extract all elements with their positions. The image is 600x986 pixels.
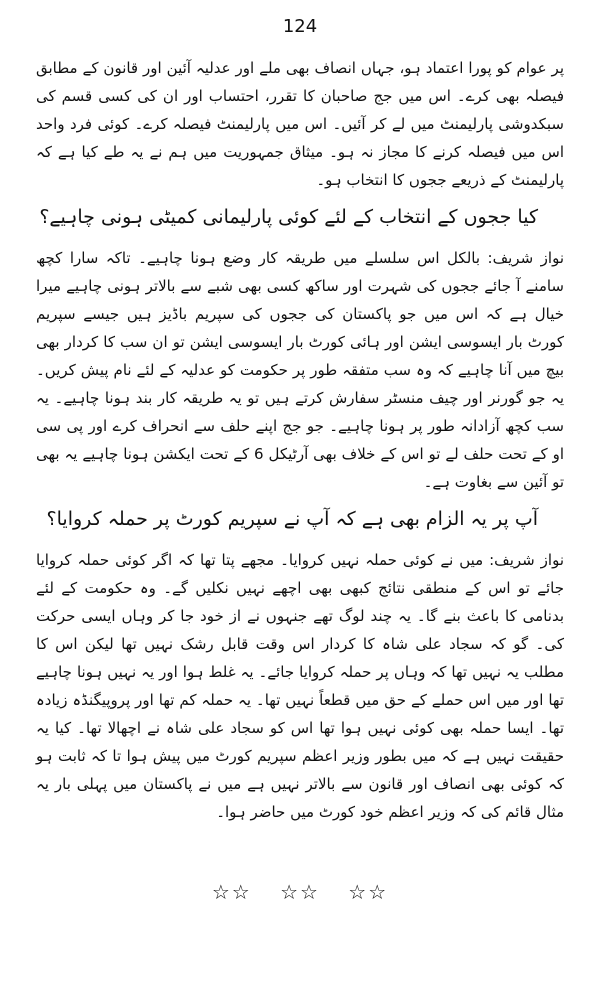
page-number: 124 [282,16,318,37]
interview-question-2: آپ پر یہ الزام بھی ہے کہ آپ نے سپریم کورٹ پر حملہ کروایا؟ [46,508,538,530]
star-pair: ☆☆ [280,880,320,904]
paragraph-3: نواز شریف: میں نے کوئی حملہ نہیں کروایا۔ مجھے پتا تھا کہ اگر کوئی حملہ کروایا جائے تو اس کے منطقی نتائج کبھی بھی اچھے نہیں نکلیں گے۔ وہ حکومت کے لئے بدنامی کا باعث بنے گا۔ یہ چند لوگ تھے جنہوں نے از خود جا کر وہاں ایسی حرکت کی۔ گو کہ سجاد علی شاہ کا کردار اس وقت قابل رشک نہیں تھا لیکن اس کا مطلب یہ نہیں تھا کہ وہاں پر حملہ کروایا جائے۔ یہ غلط ہوا اور یہ نہیں ہونا چاہیے تھا اور میں اس حملے کے حق میں قطعاً نہیں تھا۔ یہ حملہ کم تھا اور پروپیگنڈہ زیادہ تھا۔ ایسا حملہ بھی کوئی نہیں ہوا تھا اس کو سجاد علی شاہ نے اچھالا تھا۔ کیا یہ حقیقت نہیں ہے کہ میں بطور وزیر اعظم سپریم کورٹ میں پیش ہوا تا کہ ثابت ہو کہ کوئی بھی انصاف اور قانون سے بالاتر نہیں ہے میں نے پاکستان میں پہلی بار یہ مثال قائم کی کہ وزیر اعظم خود کورٹ میں حاضر ہوا۔ [36,551,564,821]
paragraph-1: پر عوام کو پورا اعتماد ہو، جہاں انصاف بھی ملے اور عدلیہ آئین اور قانون کے مطابق فیصلہ بھی کرے۔ اس میں جج صاحبان کا تقرر، احتساب اور ان کی کسی قسم کی سبکدوشی پارلیمنٹ میں لے کر آئیں۔ اس میں پارلیمنٹ فیصلہ کرے۔ کوئی فرد واحد اس میں فیصلہ کرنے کا مجاز نہ ہو۔ میثاق جمہوریت میں ہم نے یہ طے کیا ہے کہ پارلیمنٹ کے ذریعے ججوں کا انتخاب ہو۔ [36,59,564,189]
section-separator [0,880,600,904]
star-pair: ☆☆ [211,880,252,904]
page-body [36,54,564,826]
paragraph-2: نواز شریف: بالکل اس سلسلے میں طریقہ کار وضع ہونا چاہیے۔ تاکہ سارا کچھ سامنے آ جائے ججوں کی شہرت اور ساکھ کسی بھی شبے سے بالاتر ہونی چاہیے میرا خیال ہے کہ اس میں جو پاکستان کی ججوں کی سپریم باڈیز ہیں جیسے سپریم کورٹ بار ایسوسی ایشن اور ہائی کورٹ بار ایسوسی ایشن تو ان سب کا کردار بھی بیچ میں آنا چاہیے کہ وہ سب متفقہ طور پر حکومت کو عدلیہ کے لئے نام پیش کریں۔ یہ جو گورنر اور چیف منسٹر سفارش کرتے ہیں تو یہ طریقہ کار بند ہونا چاہیے۔ یہ سب کچھ آزادانہ طور پر ہونا چاہیے۔ جو جج اپنے حلف سے انحراف کرے اور پی سی او کے تحت حلف لے تو اس کے خلاف بھی آرٹیکل 6 کے تحت ایکشن ہونا چاہیے یہ بھی تو آئین سے بغاوت ہے۔ [36,249,565,491]
star-pair: ☆☆ [348,880,389,904]
interview-question-1: کیا ججوں کے انتخاب کے لئے کوئی پارلیمانی کمیٹی ہونی چاہیے؟ [39,206,538,228]
